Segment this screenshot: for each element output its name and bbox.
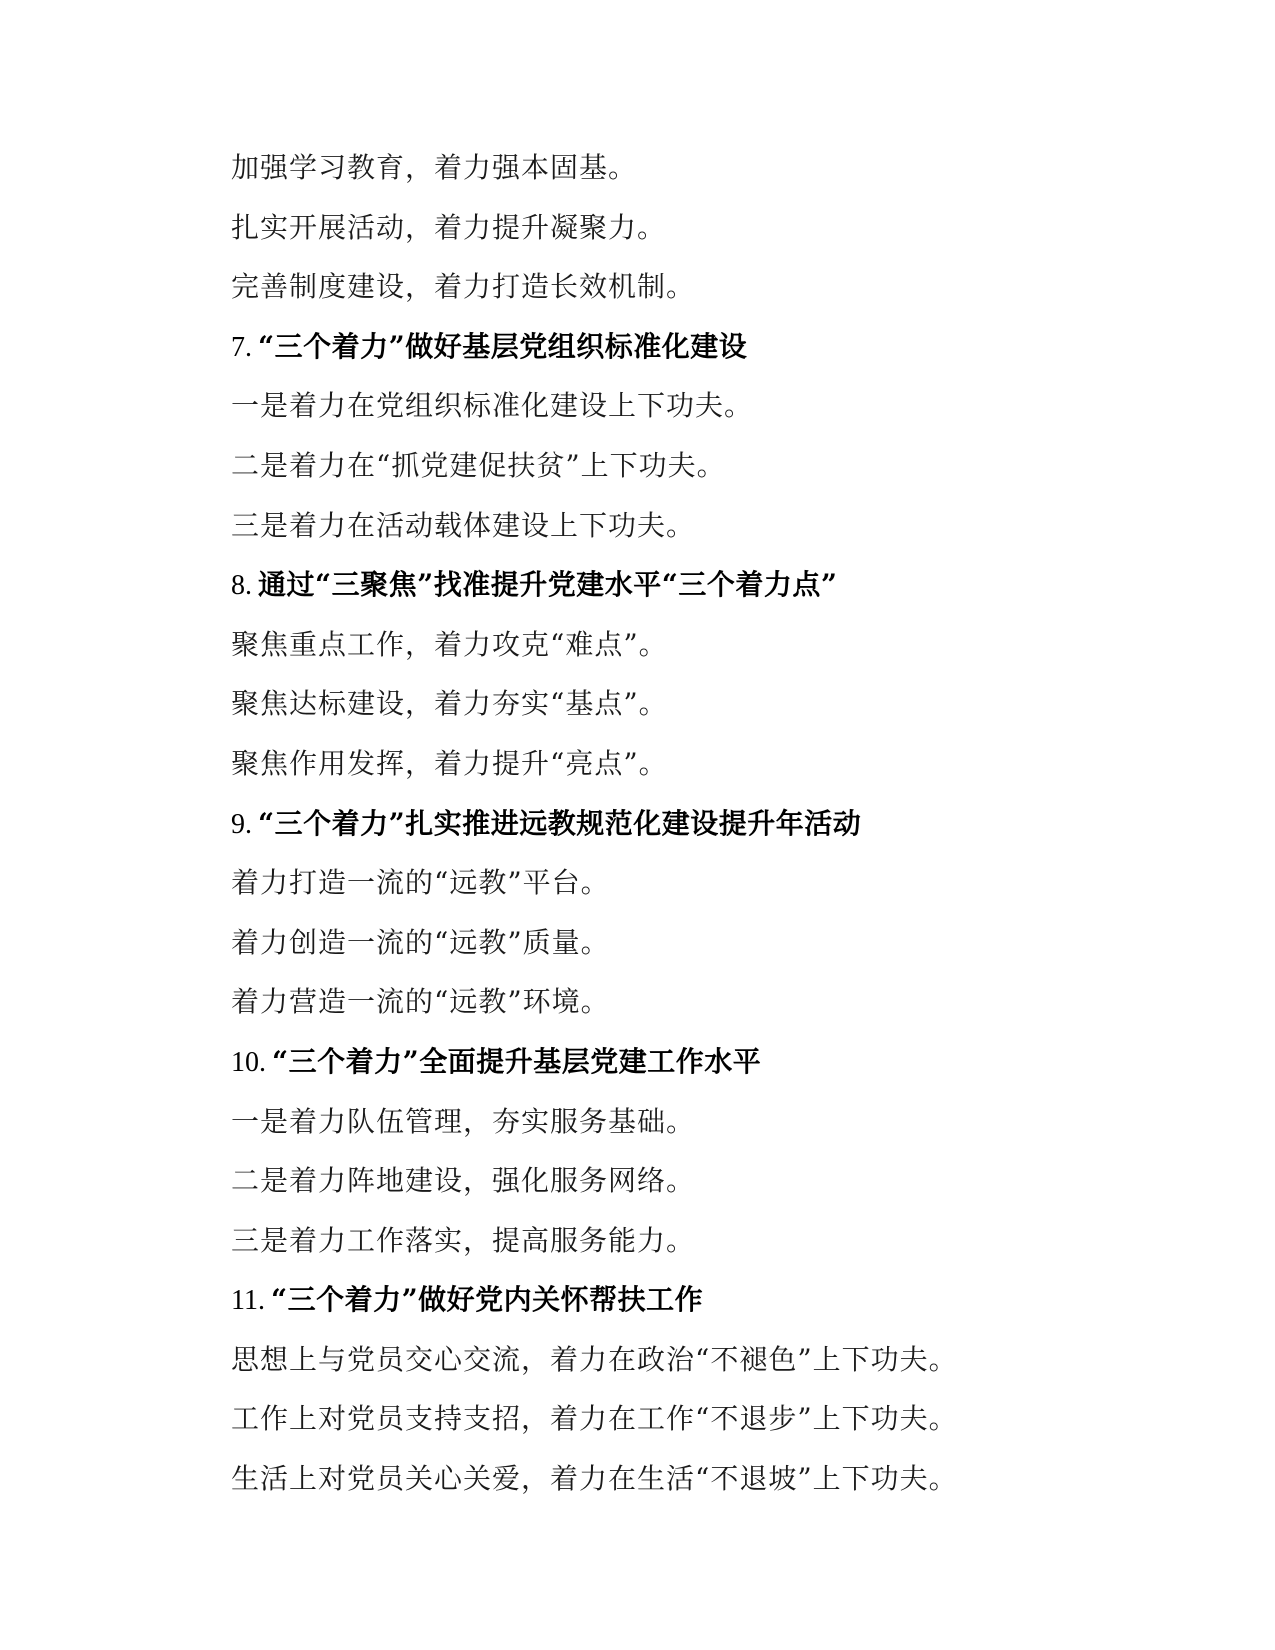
section-number: 11.	[231, 1285, 265, 1317]
paragraph: 加强学习教育，着力强本固基。	[231, 151, 638, 184]
paragraph: 一是着力队伍管理，夯实服务基础。	[231, 1104, 696, 1138]
paragraph: 二是着力阵地建设，强化服务网络。	[231, 1164, 696, 1198]
section-number: 8.	[231, 570, 252, 602]
paragraph: 聚焦重点工作，着力攻克“难点”。	[231, 627, 668, 661]
section-heading-7	[231, 317, 1211, 377]
paragraph: 思想上与党员交心交流，着力在政治“不褪色”上下功夫。	[231, 1342, 958, 1376]
section-number: 9.	[231, 808, 252, 840]
paragraph: 工作上对党员支持支招，着力在工作“不退步”上下功夫。	[231, 1402, 958, 1436]
section-title: “三个着力”全面提升基层党建工作水平	[272, 1044, 762, 1078]
paragraph: 扎实开展活动，着力提升凝聚力。	[231, 210, 667, 244]
section-heading-8	[231, 555, 1211, 615]
section-number: 7.	[231, 331, 252, 363]
paragraph: 聚焦达标建设，着力夯实“基点”。	[231, 687, 668, 721]
paragraph: 着力营造一流的“远教”环境。	[231, 985, 610, 1019]
paragraph: 着力打造一流的“远教”平台。	[231, 866, 610, 900]
paragraph: 聚焦作用发挥，着力提升“亮点”。	[231, 746, 668, 780]
paragraph: 一是着力在党组织标准化建设上下功夫。	[231, 389, 754, 423]
section-heading-10	[231, 1032, 1211, 1092]
paragraph: 二是着力在“抓党建促扶贫”上下功夫。	[231, 448, 726, 482]
section-title: “三个着力”做好党内关怀帮扶工作	[270, 1283, 704, 1317]
paragraph: 三是着力在活动载体建设上下功夫。	[231, 508, 696, 542]
document-body	[231, 138, 1211, 1509]
paragraph: 三是着力工作落实，提高服务能力。	[231, 1223, 696, 1257]
section-number: 10.	[231, 1046, 266, 1078]
section-title: “三个着力”扎实推进远教规范化建设提升年活动	[258, 806, 862, 840]
section-heading-11	[231, 1270, 1211, 1330]
section-title: “三个着力”做好基层党组织标准化建设	[258, 329, 748, 363]
section-heading-9	[231, 794, 1211, 854]
section-title: 通过“三聚焦”找准提升党建水平“三个着力点”	[258, 568, 838, 602]
paragraph: 生活上对党员关心关爱，着力在生活“不退坡”上下功夫。	[231, 1462, 958, 1496]
paragraph: 着力创造一流的“远教”质量。	[231, 925, 610, 959]
paragraph: 完善制度建设，着力打造长效机制。	[231, 270, 696, 304]
